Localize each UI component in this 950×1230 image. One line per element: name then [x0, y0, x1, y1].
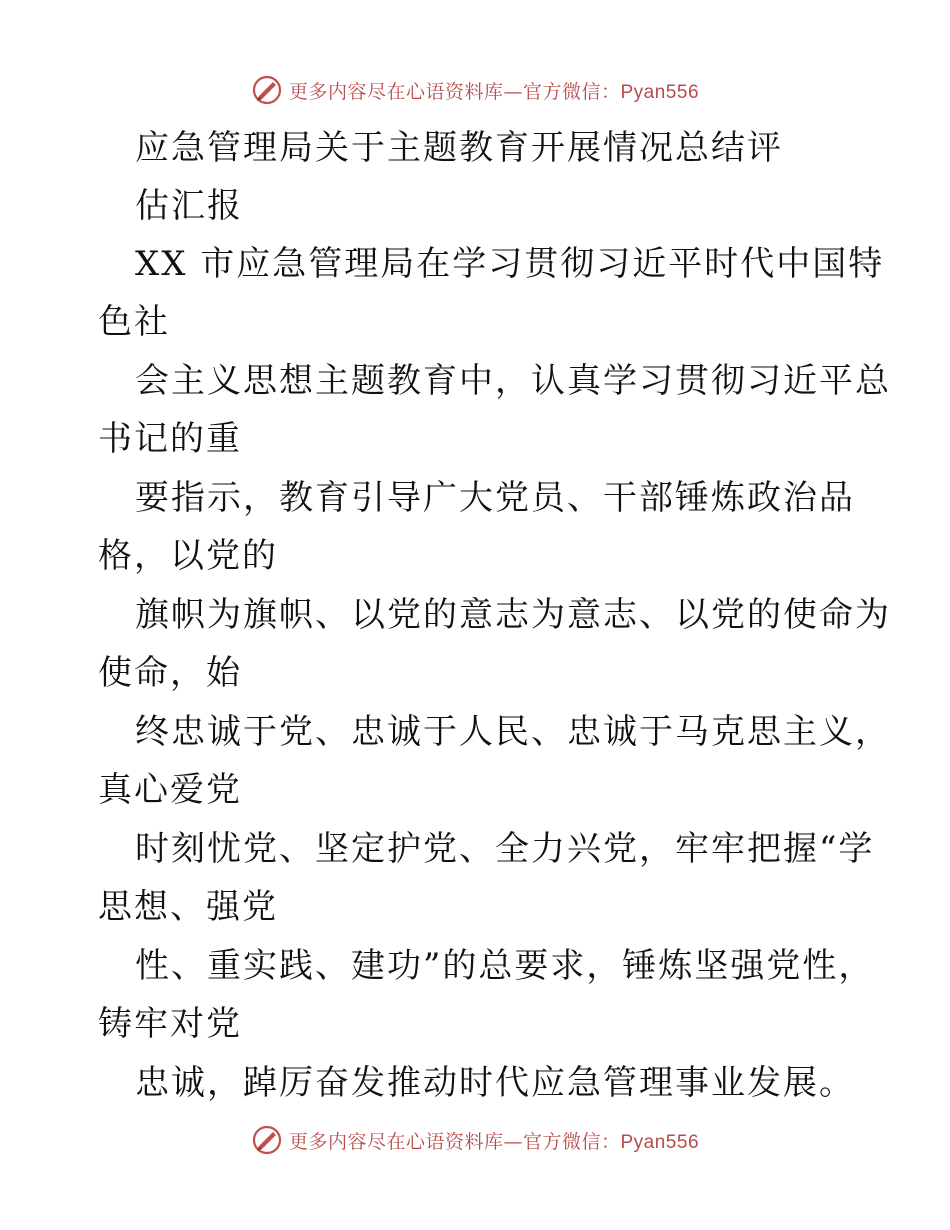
footer-watermark-banner	[0, 1120, 950, 1160]
paragraph-line: 真心爱党	[98, 770, 242, 810]
paragraph-line: 终忠诚于党、忠诚于人民、忠诚于马克思主义，	[135, 712, 891, 752]
paragraph-line: 时刻忧党、坚定护党、全力兴党，牢牢把握“学	[135, 829, 875, 869]
paragraph-line: 忠诚，踔厉奋发推动时代应急管理事业发展。	[135, 1063, 855, 1103]
paragraph-line: 旗帜为旗帜、以党的意志为意志、以党的使命为	[135, 595, 891, 635]
pen-logo-icon	[251, 1124, 283, 1156]
paragraph-line: 思想、强党	[98, 887, 278, 927]
pen-logo-icon	[251, 74, 283, 106]
header-banner-text: 更多内容尽在心语资料库—官方微信：Pyan556	[288, 80, 700, 103]
paragraph-line: 性、重实践、建功”的总要求，锤炼坚强党性，	[135, 946, 875, 986]
title-line-1: 应急管理局关于主题教育开展情况总结评	[135, 128, 783, 168]
header-watermark-banner	[0, 70, 950, 110]
paragraph-line: 格，以党的	[98, 536, 278, 576]
title-line-2: 估汇报	[135, 186, 243, 226]
paragraph-line: 使命，始	[98, 653, 242, 693]
paragraph-line: 会主义思想主题教育中，认真学习贯彻习近平总	[135, 361, 891, 401]
paragraph-line: 要指示，教育引导广大党员、干部锤炼政治品	[135, 478, 855, 518]
paragraph-line: 铸牢对党	[98, 1004, 242, 1044]
paragraph-line: 书记的重	[98, 419, 242, 459]
footer-banner-text: 更多内容尽在心语资料库—官方微信：Pyan556	[288, 1130, 700, 1153]
paragraph-line: 色社	[98, 302, 170, 342]
paragraph-line: XX 市应急管理局在学习贯彻习近平时代中国特	[135, 244, 885, 284]
